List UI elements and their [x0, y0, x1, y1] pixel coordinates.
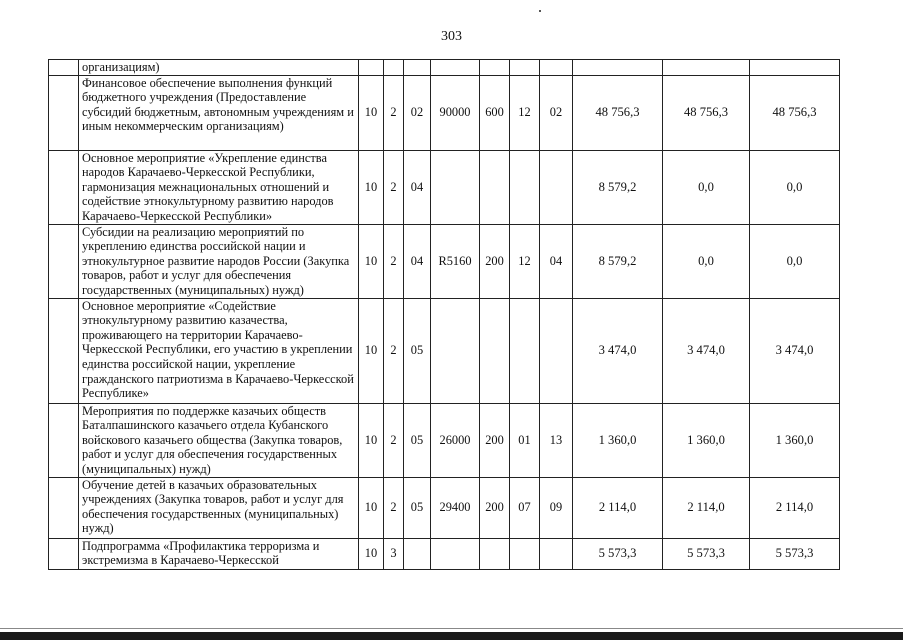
direction-code: 29400: [431, 477, 480, 538]
amount-year-2: 5 573,3: [663, 538, 750, 569]
section-code: 10: [359, 538, 384, 569]
section-code: 10: [359, 403, 384, 477]
activity-code: 05: [404, 298, 431, 403]
empty-cell: [663, 60, 750, 76]
empty-cell: [480, 60, 510, 76]
activity-code: 04: [404, 150, 431, 224]
row-description: Мероприятия по поддержке казачьих обществ Баталпашинского казачьего отдела Кубанского войскового казачьего общества (Закупка товаров, работ и услуг для обеспечения государственных (муниципальных) нужд): [79, 403, 359, 477]
empty-cell: [573, 60, 663, 76]
direction-code: R5160: [431, 224, 480, 298]
amount-year-2: 2 114,0: [663, 477, 750, 538]
subprogram-code: 2: [384, 477, 404, 538]
amount-year-1: 8 579,2: [573, 224, 663, 298]
subprogram-code: 2: [384, 75, 404, 150]
row-description: Основное мероприятие «Содействие этнокультурному развитию казачества, проживающего на территории Карачаево-Черкесской Республики, его участию в укреплении единства российской нации, укрепление гражданского патриотизма в Карачаево-Черкесской Республике»: [79, 298, 359, 403]
subchapter-code: 02: [540, 75, 573, 150]
empty-cell: [359, 60, 384, 76]
page-number: 303: [441, 29, 462, 44]
table-row: [49, 403, 840, 477]
empty-cell: [510, 60, 540, 76]
subchapter-code: 09: [540, 477, 573, 538]
empty-cell: [750, 60, 840, 76]
continuation-text: организациям): [79, 60, 359, 76]
empty-cell: [431, 60, 480, 76]
activity-code: 02: [404, 75, 431, 150]
subchapter-code: 13: [540, 403, 573, 477]
amount-year-1: 48 756,3: [573, 75, 663, 150]
subprogram-code: 2: [384, 224, 404, 298]
number-cell: [49, 224, 79, 298]
table-body: [49, 60, 840, 570]
scan-edge-line: [0, 628, 903, 629]
amount-year-3: 48 756,3: [750, 75, 840, 150]
number-cell: [49, 477, 79, 538]
amount-year-3: 3 474,0: [750, 298, 840, 403]
expense-type-code: 200: [480, 477, 510, 538]
number-cell: [49, 75, 79, 150]
continuation-row: [49, 60, 840, 76]
direction-code: [431, 538, 480, 569]
amount-year-2: 0,0: [663, 224, 750, 298]
empty-cell: [404, 60, 431, 76]
empty-cell: [540, 60, 573, 76]
amount-year-2: 0,0: [663, 150, 750, 224]
number-cell: [49, 150, 79, 224]
chapter-code: [510, 150, 540, 224]
amount-year-1: 3 474,0: [573, 298, 663, 403]
section-code: 10: [359, 75, 384, 150]
amount-year-2: 3 474,0: [663, 298, 750, 403]
table-row: [49, 477, 840, 538]
expense-type-code: 200: [480, 403, 510, 477]
amount-year-1: 8 579,2: [573, 150, 663, 224]
row-description: Обучение детей в казачьих образовательных учреждениях (Закупка товаров, работ и услуг для обеспечения государственных (муниципальных) нужд): [79, 477, 359, 538]
chapter-code: 12: [510, 75, 540, 150]
amount-year-1: 1 360,0: [573, 403, 663, 477]
row-description: Подпрограмма «Профилактика терроризма и экстремизма в Карачаево-Черкесской: [79, 538, 359, 569]
chapter-code: [510, 298, 540, 403]
subchapter-code: [540, 298, 573, 403]
table-row: [49, 150, 840, 224]
subprogram-code: 2: [384, 150, 404, 224]
subchapter-code: 04: [540, 224, 573, 298]
table-row: [49, 538, 840, 569]
scan-speck: [539, 10, 541, 12]
chapter-code: 07: [510, 477, 540, 538]
number-cell: [49, 60, 79, 76]
expense-type-code: [480, 538, 510, 569]
row-description: Субсидии на реализацию мероприятий по укреплению единства российской нации и этнокультурное развитие народов России (Закупка товаров, работ и услуг для обеспечения государственных (муниципальных) нужд): [79, 224, 359, 298]
activity-code: 05: [404, 477, 431, 538]
number-cell: [49, 403, 79, 477]
table-row: [49, 298, 840, 403]
direction-code: [431, 150, 480, 224]
section-code: 10: [359, 224, 384, 298]
direction-code: [431, 298, 480, 403]
scan-edge-bar: [0, 632, 903, 640]
amount-year-1: 5 573,3: [573, 538, 663, 569]
chapter-code: 01: [510, 403, 540, 477]
subchapter-code: [540, 150, 573, 224]
number-cell: [49, 298, 79, 403]
section-code: 10: [359, 150, 384, 224]
amount-year-1: 2 114,0: [573, 477, 663, 538]
subprogram-code: 3: [384, 538, 404, 569]
chapter-code: [510, 538, 540, 569]
expense-type-code: [480, 150, 510, 224]
direction-code: 26000: [431, 403, 480, 477]
empty-cell: [384, 60, 404, 76]
amount-year-3: 0,0: [750, 150, 840, 224]
amount-year-3: 1 360,0: [750, 403, 840, 477]
amount-year-3: 5 573,3: [750, 538, 840, 569]
subchapter-code: [540, 538, 573, 569]
direction-code: 90000: [431, 75, 480, 150]
expense-type-code: 600: [480, 75, 510, 150]
amount-year-2: 1 360,0: [663, 403, 750, 477]
amount-year-3: 0,0: [750, 224, 840, 298]
section-code: 10: [359, 477, 384, 538]
section-code: 10: [359, 298, 384, 403]
subprogram-code: 2: [384, 298, 404, 403]
chapter-code: 12: [510, 224, 540, 298]
expense-type-code: 200: [480, 224, 510, 298]
expense-type-code: [480, 298, 510, 403]
activity-code: 04: [404, 224, 431, 298]
subprogram-code: 2: [384, 403, 404, 477]
activity-code: [404, 538, 431, 569]
activity-code: 05: [404, 403, 431, 477]
table-row: [49, 224, 840, 298]
amount-year-2: 48 756,3: [663, 75, 750, 150]
budget-table: [48, 59, 840, 570]
amount-year-3: 2 114,0: [750, 477, 840, 538]
number-cell: [49, 538, 79, 569]
table-row: [49, 75, 840, 150]
row-description: Основное мероприятие «Укрепление единства народов Карачаево-Черкесской Республики, гармонизация межнациональных отношений и содействие этнокультурному развитию народов Карачаево-Черкесской Республики»: [79, 150, 359, 224]
row-description: Финансовое обеспечение выполнения функций бюджетного учреждения (Предоставление субсидий бюджетным, автономным учреждениям и иным некоммерческим организациям): [79, 75, 359, 150]
